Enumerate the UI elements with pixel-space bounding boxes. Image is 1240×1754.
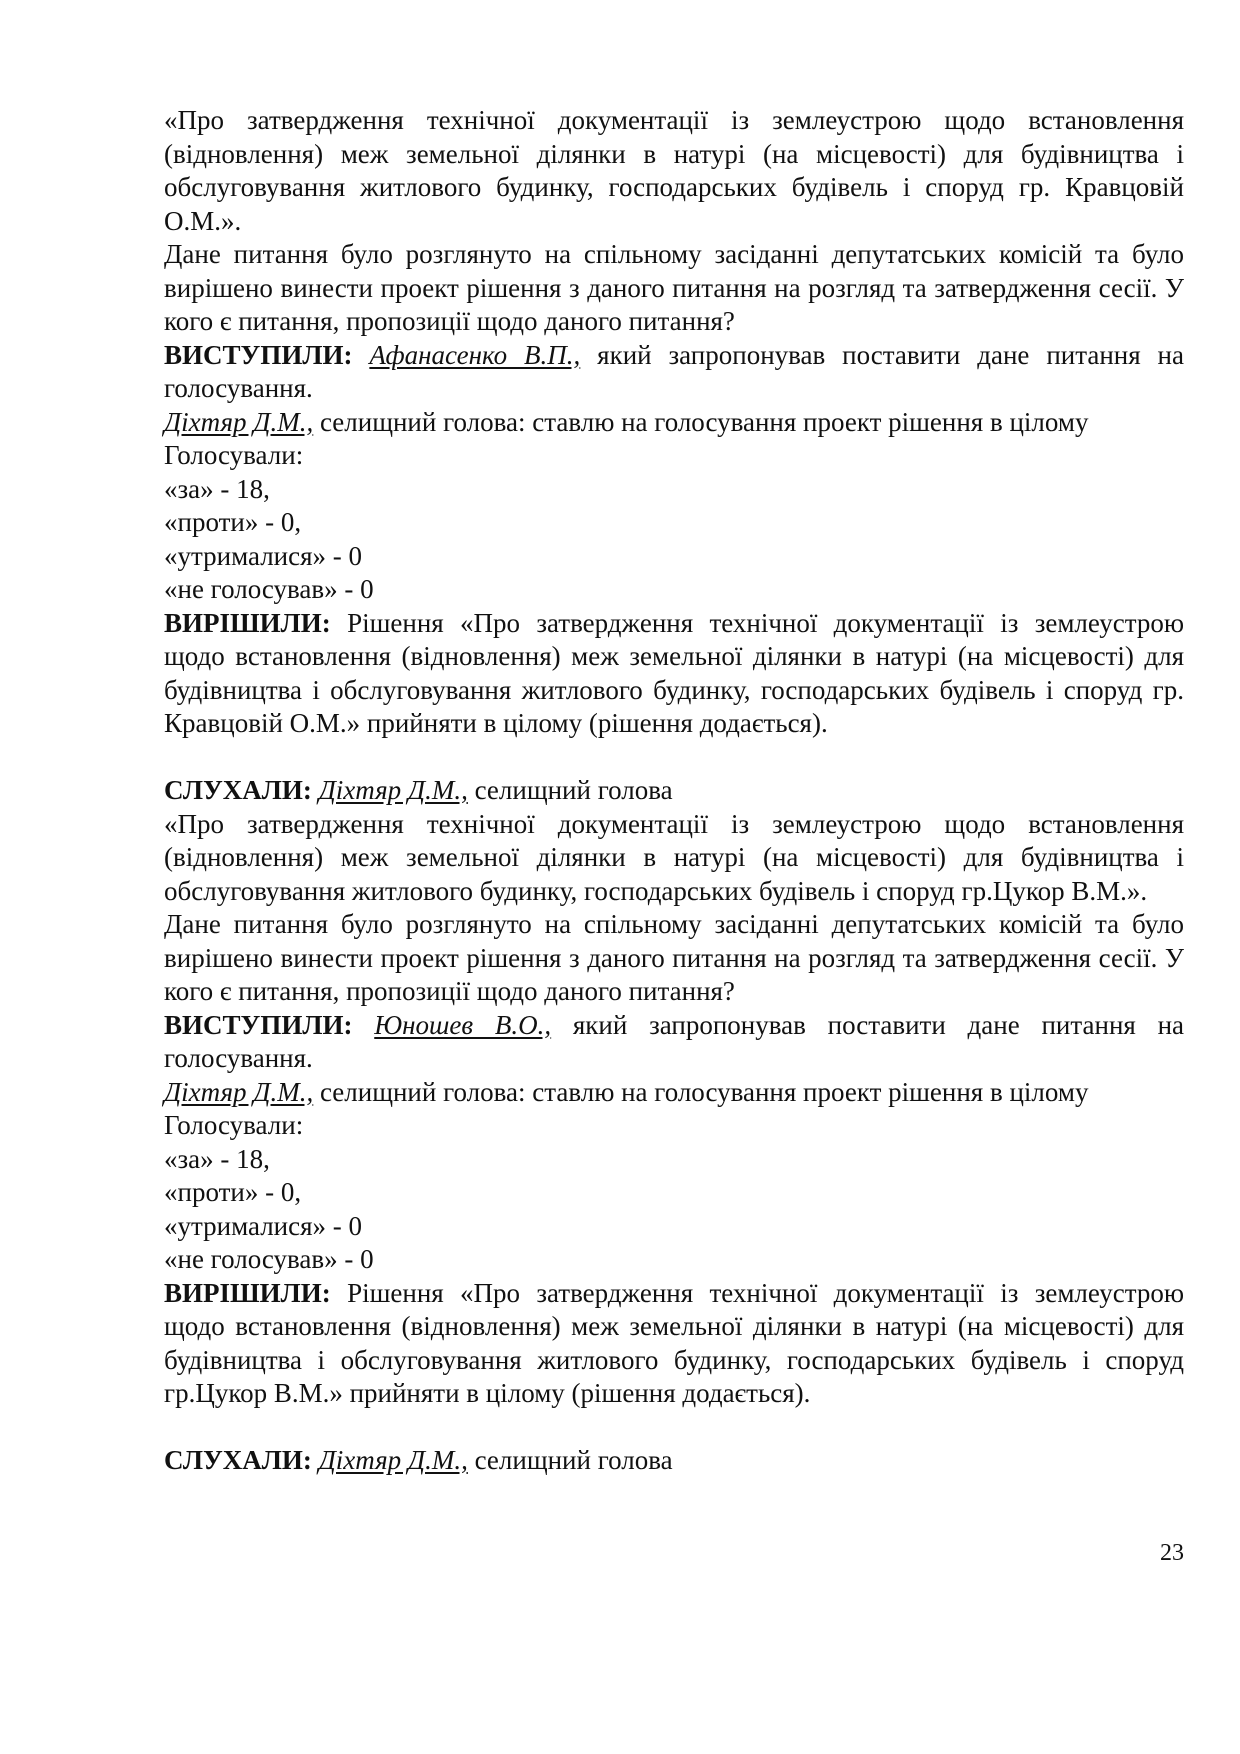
agenda-item-title: «Про затвердження технічної документації із землеустрою щодо встановлення (відновлення) меж земельної ділянки в натурі (на місцевості) для будівництва і обслуговування житлового будинку, господарських будівель і споруд гр.Цукор В.М.». (164, 808, 1184, 906)
speaker-name: Афанасенко В.П., (369, 339, 581, 370)
speaker-name: Юношев В.О., (374, 1009, 552, 1040)
vote-for: «за» - 18, (164, 1143, 270, 1174)
decided-text: Рішення «Про затвердження технічної документації із землеустрою щодо встановлення (відновлення) меж земельної ділянки в натурі (на місцевості) для будівництва і обслуговування житлового будинку, господарських будівель і споруд гр.Цукор В.М.» прийняти в цілому (рішення додається). (164, 1277, 1184, 1408)
vote-for: «за» - 18, (164, 473, 270, 504)
page-number: 23 (1160, 1540, 1184, 1566)
section-spacer (164, 1411, 1184, 1445)
chair-paragraph (164, 406, 1184, 440)
decided-label: ВИРІШИЛИ: (164, 607, 331, 638)
heard-role: селищний голова (467, 775, 673, 805)
spoke-label: ВИСТУПИЛИ: (164, 1009, 353, 1040)
vote-abstain: «утрималися» - 0 (164, 540, 363, 571)
votes-label: Голосували: (164, 1110, 304, 1140)
decided-label: ВИРІШИЛИ: (164, 1277, 331, 1308)
heard-paragraph (164, 1444, 1184, 1478)
agenda-item-intro: Дане питання було розглянуто на спільному засіданні депутатських комісій та було вирішено винести проект рішення з даного питання на розгляд та затвердження сесії. У кого є питання, пропозиції щодо даного питання? (164, 239, 1184, 336)
spoke-text: який запропонував поставити дане питання на голосування. (164, 1009, 1185, 1073)
votes-label: Голосували: (164, 440, 304, 470)
heard-name: Діхтяр Д.М., (318, 775, 468, 805)
chair-text: селищний голова: ставлю на голосування проект рішення в цілому (313, 406, 1089, 437)
decided-text: Рішення «Про затвердження технічної документації із землеустрою щодо встановлення (відновлення) меж земельної ділянки в натурі (на місцевості) для будівництва і обслуговування житлового будинку, господарських будівель і споруд гр. Кравцовій О.М.» прийняти в цілому (рішення додається). (164, 607, 1184, 738)
spoke-label: ВИСТУПИЛИ: (164, 339, 353, 370)
vote-not-voted: «не голосував» - 0 (164, 574, 374, 604)
vote-abstain: «утрималися» - 0 (164, 1210, 363, 1241)
chair-paragraph (164, 1076, 1184, 1110)
heard-label: СЛУХАЛИ: (164, 1445, 312, 1475)
spoke-paragraph (164, 339, 1184, 406)
section-spacer (164, 741, 1184, 775)
vote-against: «проти» - 0, (164, 1177, 302, 1207)
spoke-text: який запропонував поставити дане питання на голосування. (164, 339, 1184, 403)
decision-paragraph (164, 1277, 1184, 1411)
heard-name: Діхтяр Д.М., (318, 1445, 468, 1475)
decision-paragraph (164, 607, 1184, 741)
heard-label: СЛУХАЛИ: (164, 775, 312, 805)
chair-text: селищний голова: ставлю на голосування проект рішення в цілому (313, 1076, 1089, 1107)
agenda-item-title: «Про затвердження технічної документації із землеустрою щодо встановлення (відновлення) меж земельної ділянки в натурі (на місцевості) для будівництва і обслуговування житлового будинку, господарських будівель і споруд гр. Кравцовій О.М.». (164, 105, 1184, 236)
vote-against: «проти» - 0, (164, 507, 302, 537)
spoke-paragraph (164, 1009, 1184, 1076)
page-content (164, 104, 1184, 1478)
chair-name: Діхтяр Д.М., (164, 1076, 314, 1107)
vote-not-voted: «не голосував» - 0 (164, 1244, 374, 1274)
chair-name: Діхтяр Д.М., (164, 406, 314, 437)
heard-role: селищний голова (467, 1445, 673, 1475)
agenda-item-intro: Дане питання було розглянуто на спільному засіданні депутатських комісій та було вирішено винести проект рішення з даного питання на розгляд та затвердження сесії. У кого є питання, пропозиції щодо даного питання? (164, 909, 1184, 1006)
heard-paragraph (164, 774, 1184, 808)
